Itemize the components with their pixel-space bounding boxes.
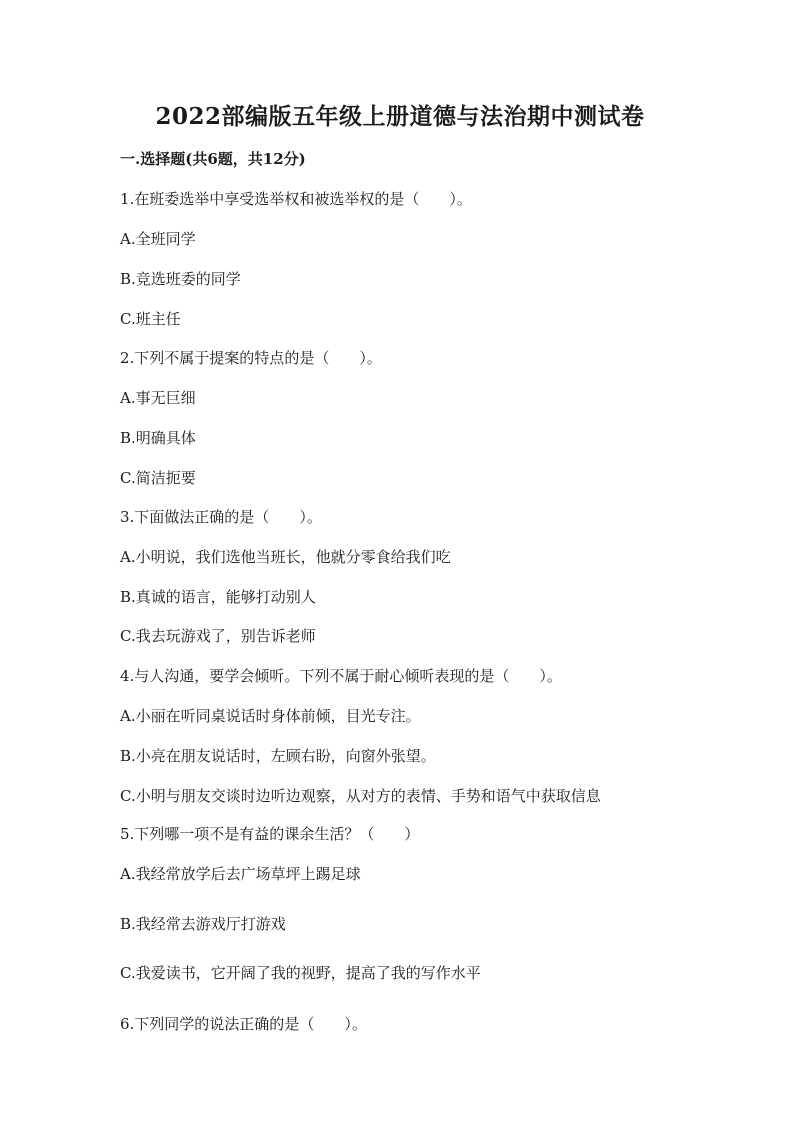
- question-6-stem: 6.下列同学的说法正确的是（ ）。: [120, 1015, 367, 1033]
- document-title: 2022部编版五年级上册道德与法治期中测试卷: [155, 103, 645, 130]
- question-3-option-a: A.小明说，我们选他当班长，他就分零食给我们吃: [120, 548, 451, 566]
- question-1-stem: 1.在班委选举中享受选举权和被选举权的是（ ）。: [120, 190, 472, 208]
- question-2-option-c: C.简洁扼要: [120, 469, 196, 487]
- question-1-option-b: B.竞选班委的同学: [120, 270, 241, 288]
- question-4-option-b: B.小亮在朋友说话时，左顾右盼，向窗外张望。: [120, 747, 436, 765]
- question-5-stem: 5.下列哪一项不是有益的课余生活？（ ）: [120, 825, 420, 843]
- question-1-option-a: A.全班同学: [120, 230, 196, 248]
- question-3-option-b: B.真诚的语言，能够打动别人: [120, 588, 316, 606]
- question-4-stem: 4.与人沟通，要学会倾听。下列不属于耐心倾听表现的是（ ）。: [120, 667, 562, 685]
- question-3-stem: 3.下面做法正确的是（ ）。: [120, 508, 322, 526]
- question-1-option-c: C.班主任: [120, 310, 181, 328]
- question-4-option-a: A.小丽在听同桌说话时身体前倾，目光专注。: [120, 707, 421, 725]
- question-3-option-c: C.我去玩游戏了，别告诉老师: [120, 627, 316, 645]
- question-2-option-a: A.事无巨细: [120, 389, 196, 407]
- question-5-option-a: A.我经常放学后去广场草坪上踢足球: [120, 865, 361, 883]
- question-5-option-b: B.我经常去游戏厅打游戏: [120, 915, 286, 933]
- section-heading: 一.选择题(共6题，共12分): [120, 150, 306, 168]
- question-2-option-b: B.明确具体: [120, 429, 196, 447]
- question-5-option-c: C.我爱读书，它开阔了我的视野，提高了我的写作水平: [120, 964, 481, 982]
- question-2-stem: 2.下列不属于提案的特点的是（ ）。: [120, 349, 382, 367]
- question-4-option-c: C.小明与朋友交谈时边听边观察，从对方的表情、手势和语气中获取信息: [120, 787, 601, 805]
